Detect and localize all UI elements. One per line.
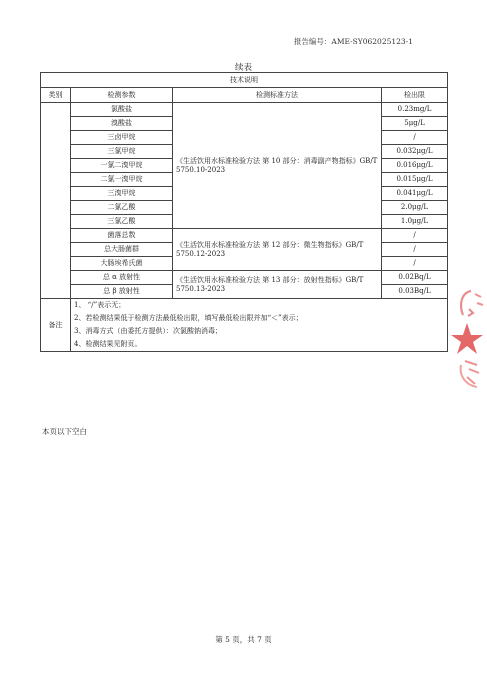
limit-cell: 0.02Bq/L <box>382 271 448 285</box>
limit-cell: 1.0μg/L <box>382 215 448 229</box>
note-item: 4、检测结果见附页。 <box>74 340 142 348</box>
col-header-limit: 检出限 <box>382 88 448 103</box>
col-header-category: 类别 <box>41 88 71 103</box>
col-header-parameter: 检测参数 <box>71 88 173 103</box>
table-row <box>41 271 448 285</box>
param-cell: 总大肠菌群 <box>71 243 173 257</box>
table-row <box>41 229 448 243</box>
param-cell: 大肠埃希氏菌 <box>71 257 173 271</box>
param-cell: 三卤甲烷 <box>71 131 173 145</box>
limit-cell: 0.041μg/L <box>382 187 448 201</box>
method-cell-group2: 《生活饮用水标准检验方法 第 12 部分：微生物指标》GB/T 5750.12-2023 <box>173 229 382 271</box>
param-cell: 三氯乙酸 <box>71 215 173 229</box>
table-row <box>41 103 448 117</box>
report-number: 报告编号：AME-SY062025123-1 <box>293 37 413 46</box>
notes-cell <box>71 299 448 352</box>
category-cell <box>41 103 71 299</box>
blank-below-note: 本页以下空白 <box>42 427 87 436</box>
limit-cell: 0.03Bq/L <box>382 285 448 299</box>
limit-cell: / <box>382 131 448 145</box>
param-cell: 一氯二溴甲烷 <box>71 159 173 173</box>
param-cell: 三溴甲烷 <box>71 187 173 201</box>
notes-label: 备注 <box>41 299 71 352</box>
param-cell: 总 β 放射性 <box>71 285 173 299</box>
param-cell: 二氯一溴甲烷 <box>71 173 173 187</box>
method-cell-group1: 《生活饮用水标准检验方法 第 10 部分：消毒副产物指标》GB/T 5750.10-2023 <box>173 103 382 229</box>
technical-spec-table <box>40 72 448 352</box>
limit-cell: 0.23mg/L <box>382 103 448 117</box>
note-item: 3、消毒方式（由委托方提供）：次氯酸钠消毒； <box>74 327 222 335</box>
limit-cell: / <box>382 243 448 257</box>
limit-cell: 0.015μg/L <box>382 173 448 187</box>
method-cell-group3: 《生活饮用水标准检验方法 第 13 部分：放射性指标》GB/T 5750.13-2023 <box>173 271 382 299</box>
note-item: 1、 “/”表示无； <box>74 301 126 309</box>
param-cell: 二氯乙酸 <box>71 201 173 215</box>
limit-cell: 2.0μg/L <box>382 201 448 215</box>
param-cell: 总 α 放射性 <box>71 271 173 285</box>
col-header-method: 检测标准方法 <box>173 88 382 103</box>
note-item: 2、若检测结果低于检测方法最低检出限，填写最低检出限并加“＜”表示； <box>74 314 303 322</box>
page-footer: 第 5 页，共 7 页 <box>215 635 272 644</box>
limit-cell: 0.032μg/L <box>382 145 448 159</box>
limit-cell: / <box>382 257 448 271</box>
section-title: 技术说明 <box>41 73 448 88</box>
continued-table-title: 续表 <box>234 63 252 73</box>
param-cell: 氯酸盐 <box>71 103 173 117</box>
param-cell: 溴酸盐 <box>71 117 173 131</box>
param-cell: 三氯甲烷 <box>71 145 173 159</box>
limit-cell: 5μg/L <box>382 117 448 131</box>
limit-cell: 0.016μg/L <box>382 159 448 173</box>
limit-cell: / <box>382 229 448 243</box>
official-seal-stamp <box>447 285 487 390</box>
param-cell: 菌落总数 <box>71 229 173 243</box>
